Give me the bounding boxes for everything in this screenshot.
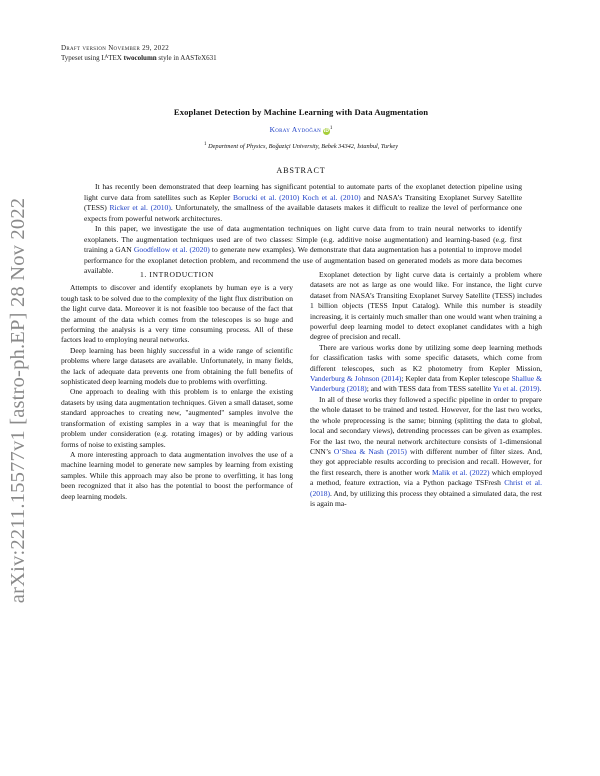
intro-paragraph-1: Attempts to discover and identify exoplanets by human eye is a very tough task to be solved due to the complexity of the light flux distribution on the light curve data. Moreover it is not feasible too because of the fact that the amount of the data which comes from the telescopes is so huge and performing the analysis is a very time consuming process. All of these factors lead to employing neural networks. <box>61 283 293 345</box>
abstract-body <box>84 182 522 277</box>
citation-link[interactable]: Borucki et al. (2010) <box>233 192 300 202</box>
typeset-bold: twocolumn <box>123 54 157 62</box>
arxiv-sidebar-stamp <box>2 197 36 603</box>
typeset-line <box>61 53 217 63</box>
intro-paragraph-2: Deep learning has been highly successful in a wide range of scientific problems where large datasets are available. Unfortunately, in many fields, the lack of adequate data prevents one from obtaining the full benefits of sophisticated deep learning models due to problems with overfitting. <box>61 345 293 387</box>
right-column <box>310 270 542 509</box>
body-text: which employed a method, feature extraction, via a Python package TSFresh <box>310 467 542 488</box>
intro-paragraph-3: One approach to dealing with this problem is to enlarge the existing datasets by using data augmentation techniques. Given a small dataset, some standard approaches to creating new, "augmented" samples involve the transformation of existing samples in a way that is meaningful for the problem under consideration (e.g. rotating images) or by adding various forms of noise to existing samples. <box>61 387 293 449</box>
section-heading-introduction: 1. INTRODUCTION <box>140 270 214 279</box>
left-column <box>61 270 293 502</box>
abstract-text: to generate new examples). We demonstrate that data augmentation has a potential to improve model performance for the exoplanet detection problem, and recommend the use of augmentation based on generated models as more data becomes available. <box>84 245 522 275</box>
citation-link[interactable]: Koch et al. (2010) <box>302 192 361 202</box>
body-text: There are various works done by utilizing some deep learning methods for classification tasks with some specific datasets, which come from different telescopes, such as K2 photometry from Kepler Mission, <box>310 342 542 373</box>
abstract-paragraph-2 <box>84 224 522 277</box>
preprint-header <box>61 43 217 63</box>
abstract-text: and NASA’s Transiting Exoplanet Survey Satellite (TESS) <box>84 192 523 212</box>
arxiv-identifier: arXiv:2211.15577v1 [astro-ph.EP] 28 Nov 2022 <box>7 197 30 603</box>
orcid-icon[interactable]: iD <box>323 129 330 134</box>
intro-paragraph-6 <box>310 343 542 395</box>
typeset-prefix: Typeset using L <box>61 54 106 62</box>
body-text: with different number of filter sizes. And, they got appreciable results according to precision and recall. However, for the first research, there is another work <box>310 446 542 477</box>
body-text: ; Kepler data from Kepler telescope <box>401 374 512 384</box>
abstract-text: It has recently been demonstrated that deep learning has significant potential to automate parts of the exoplanet detection pipeline using light curve data from satellites such as Kepler <box>84 182 522 202</box>
citation-link[interactable]: Shallue & Vanderburg (2018) <box>310 374 542 394</box>
citation-link[interactable]: Goodfellow et al. (2020) <box>133 245 210 254</box>
affiliation-mark: 1 <box>204 142 207 147</box>
citation-link[interactable]: Christ et al. (2018) <box>310 478 542 498</box>
affiliation-text: Department of Physics, Boğaziçi University, Bebek 34342, İstanbul, Turkey <box>208 143 398 150</box>
intro-paragraph-5: Exoplanet detection by light curve data is certainly a problem where datasets are not as large as one would like. For instance, the light curve dataset from NASA’s Transiting Exoplanet Survey Satellite (TESS) includes 1 billion objects (TESS Input Catalog). While this number is steadily increasing, it is certainly much smaller than one would want when training a powerful deep learning model to detect exoplanet candidates with a high degree of precision and recall. <box>310 270 542 342</box>
intro-paragraph-7 <box>310 395 542 509</box>
abstract-paragraph-1 <box>84 182 522 224</box>
author-name[interactable]: Koray Aydoğan <box>269 125 322 134</box>
draft-version-line: Draft version November 29, 2022 <box>61 44 170 52</box>
typeset-suffix: style in AASTeX631 <box>156 54 217 62</box>
citation-link[interactable]: Ricker et al. (2010) <box>109 203 171 212</box>
citation-link[interactable]: O’Shea & Nash (2015) <box>333 446 407 456</box>
typeset-tex: TEX <box>108 54 124 62</box>
body-text: . <box>539 384 542 394</box>
paper-title: Exoplanet Detection by Machine Learning with Data Augmentation <box>173 107 429 117</box>
abstract-text: In this paper, we investigate the use of data augmentation techniques on light curve data from to train neural networks to identify exoplanets. The augmentation techniques used are of two classes: Simple (e.g. additive noise augmentation) and learning-based (e.g. first training a GAN <box>84 224 522 254</box>
body-text: . And, by utilizing this process they obtained a simulated data, the rest is again ma- <box>310 488 542 508</box>
typeset-latex-a: A <box>104 55 109 60</box>
abstract-heading: ABSTRACT <box>276 166 326 175</box>
abstract-text: . Unfortunately, the smallness of the available datasets makes it difficult to realize the level of performance one expects from powerful network architectures. <box>84 203 523 223</box>
author-line <box>61 125 541 135</box>
intro-paragraph-4: A more interesting approach to data augmentation involves the use of a machine learning model to generate new samples by learning from existing samples. While this approach may also be prone to overfitting, it has long been recognized that it also has the potential to boost the performance of deep learning models. <box>61 449 293 501</box>
body-text: In all of these works they followed a specific pipeline in order to prepare the whole dataset to be trained and tested. However, for the last two works, the whole preprocessing is the same; binning (splitting the data to global, local and secondary views), detrending processes can be given as examples. For the last two, the neural network architecture consists of 1-dimensional CNN’s <box>310 394 542 456</box>
author-affiliation-mark: 1 <box>329 126 333 131</box>
citation-link[interactable]: Vanderburg & Johnson (2014) <box>310 374 402 384</box>
body-text: ; and with TESS data from TESS satellite <box>366 384 493 394</box>
affiliation-line <box>61 142 541 150</box>
citation-link[interactable]: Yu et al. (2019) <box>492 384 540 394</box>
citation-link[interactable]: Malik et al. (2022) <box>432 467 490 477</box>
